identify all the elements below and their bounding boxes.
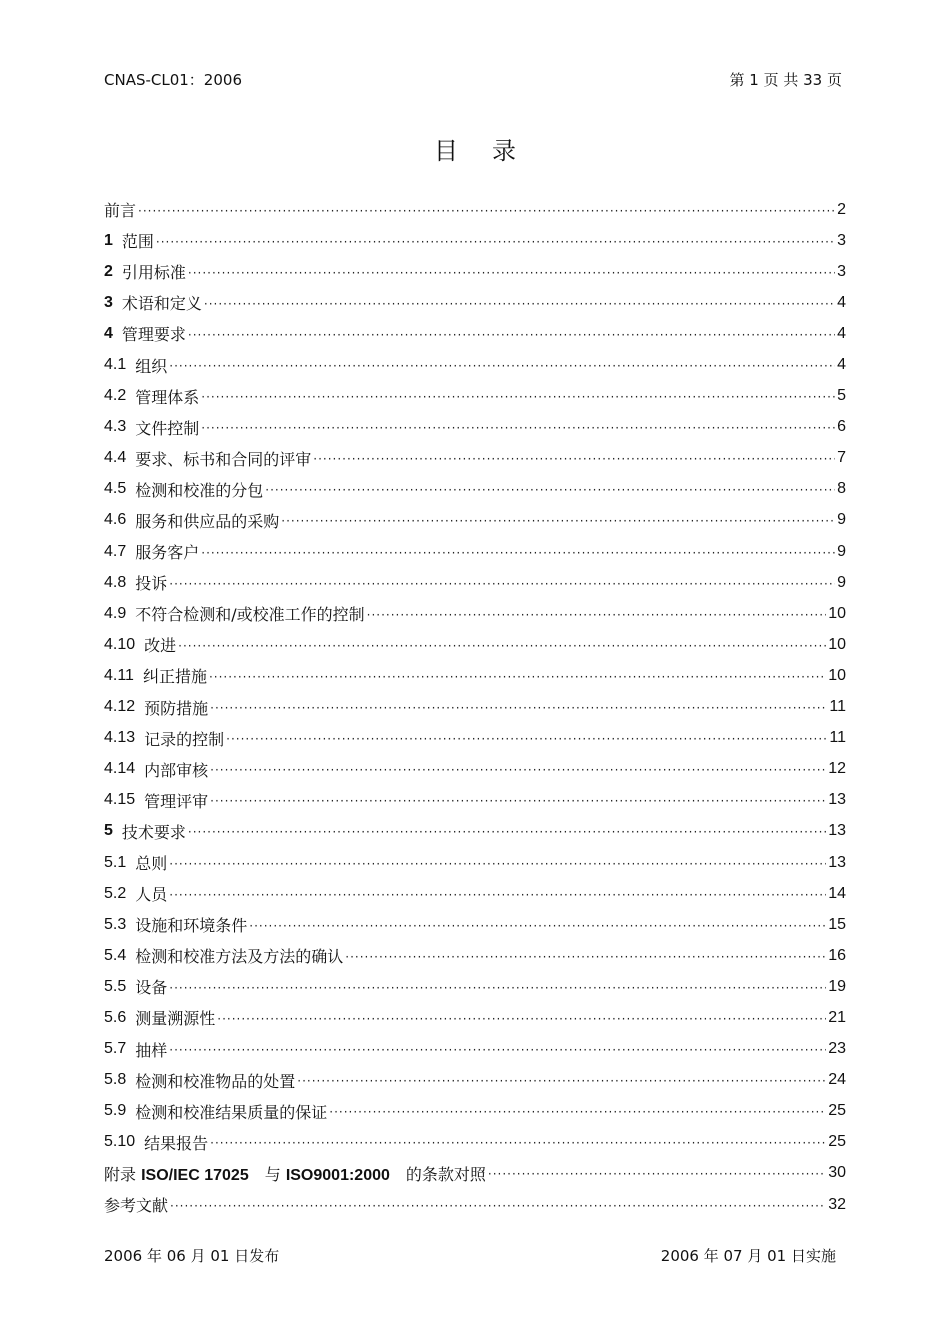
dot-leader: [169, 1043, 826, 1057]
appendix-standard-2: ISO9001:2000: [285, 1166, 390, 1184]
toc-section-number: 5.6: [104, 1008, 127, 1026]
dot-leader: [169, 577, 835, 591]
toc-page-number: 25: [828, 1102, 846, 1120]
toc-label: 纠正措施: [142, 667, 207, 687]
dot-leader: [178, 639, 826, 653]
toc-label: 服务客户: [135, 543, 200, 563]
toc-section-number: 5.1: [104, 853, 127, 871]
dot-leader: [297, 1074, 826, 1088]
toc-entry[interactable]: [104, 256, 846, 287]
toc-section-number: 4.1: [104, 356, 127, 374]
toc-section-number: 4.13: [104, 729, 136, 747]
dot-leader: [169, 981, 826, 995]
dot-leader: [204, 297, 835, 311]
dot-leader: [188, 328, 835, 342]
toc-entry[interactable]: [104, 909, 846, 940]
toc-label: 改进: [144, 636, 177, 656]
toc-entry[interactable]: [104, 847, 846, 878]
toc-section-number: 4.11: [104, 666, 134, 684]
toc-page-number: 4: [837, 356, 846, 374]
toc-entry[interactable]: [104, 1002, 846, 1033]
issue-date: 2006 年 06 月 01 日发布: [104, 1247, 280, 1265]
toc-label: 术语和定义: [121, 294, 202, 314]
toc-page-number: 9: [837, 573, 846, 591]
toc-label: 参考文献: [104, 1196, 169, 1216]
toc-entry[interactable]: [104, 816, 846, 847]
toc-section-number: 3: [104, 293, 113, 311]
toc-section-number: 5.2: [104, 884, 127, 902]
toc-label: 预防措施: [144, 698, 209, 718]
toc-label: 设施和环境条件: [135, 916, 248, 936]
appendix-prefix: 附录: [104, 1164, 142, 1184]
toc-label: 管理评审: [144, 791, 209, 811]
toc-section-number: 4.6: [104, 511, 127, 529]
toc-label: 管理要求: [121, 325, 186, 345]
toc-entry[interactable]: [104, 412, 846, 443]
dot-leader: [210, 701, 827, 715]
toc-entry[interactable]: [104, 567, 846, 598]
toc-page-number: 3: [837, 262, 846, 280]
toc-page-number: 30: [828, 1164, 846, 1182]
toc-section-number: 4.8: [104, 573, 127, 591]
toc-page-number: 19: [828, 977, 846, 995]
dot-leader: [156, 235, 835, 249]
toc-entry[interactable]: [104, 1034, 846, 1065]
dot-leader: [217, 1012, 826, 1026]
toc-label: 检测和校准物品的处置: [135, 1071, 296, 1091]
dot-leader: [226, 732, 827, 746]
toc-section-number: 4: [104, 324, 113, 342]
toc-section-number: 5.10: [104, 1133, 136, 1151]
toc-page-number: 23: [828, 1040, 846, 1058]
toc-entry[interactable]: [104, 629, 846, 660]
toc-section-number: 5.5: [104, 977, 127, 995]
toc-entry[interactable]: [104, 536, 846, 567]
toc-label: 不符合检测和/或校准工作的控制: [135, 605, 365, 625]
toc-page-number: 13: [828, 853, 846, 871]
appendix-connector: 与: [248, 1164, 286, 1184]
toc-label: 前言: [104, 201, 137, 221]
dot-leader: [201, 390, 835, 404]
toc-entry[interactable]: [104, 1065, 846, 1096]
toc-label: 管理体系: [135, 387, 200, 407]
toc-entry[interactable]: [104, 505, 846, 536]
toc-page-number: 10: [828, 635, 846, 653]
toc-page-number: 14: [828, 884, 846, 902]
toc-page-number: 32: [828, 1195, 846, 1213]
toc-section-number: 5.9: [104, 1102, 127, 1120]
toc-entry[interactable]: [104, 971, 846, 1002]
toc-label: 范围: [121, 232, 154, 252]
toc-page-number: 16: [828, 946, 846, 964]
toc-section-number: 4.2: [104, 387, 127, 405]
toc-label: 检测和校准方法及方法的确认: [135, 947, 344, 967]
toc-entry[interactable]: [104, 785, 846, 816]
toc-entry[interactable]: [104, 194, 846, 225]
toc-label: 检测和校准的分包: [135, 480, 264, 500]
dot-leader: [367, 608, 827, 622]
dot-leader: [345, 950, 826, 964]
toc-section-number: 5.7: [104, 1040, 127, 1058]
dot-leader: [210, 1136, 826, 1150]
toc-entry[interactable]: [104, 940, 846, 971]
toc-entry[interactable]: [104, 754, 846, 785]
toc-label: 投诉: [135, 574, 168, 594]
toc-entry[interactable]: [104, 287, 846, 318]
dot-leader: [265, 483, 835, 497]
toc-section-number: 4.4: [104, 449, 127, 467]
dot-leader: [249, 919, 826, 933]
dot-leader: [210, 794, 826, 808]
toc-entry[interactable]: [104, 474, 846, 505]
toc-label: 文件控制: [135, 418, 200, 438]
toc-entry-references[interactable]: [104, 1189, 846, 1220]
dot-leader: [313, 452, 835, 466]
toc-page-number: 9: [837, 542, 846, 560]
toc-entry-appendix[interactable]: [104, 1158, 846, 1189]
toc-section-number: 1: [104, 231, 113, 249]
page-title: 目录: [434, 137, 550, 165]
appendix-standard-1: ISO/IEC 17025: [141, 1166, 249, 1184]
effective-date: 2006 年 07 月 01 日实施: [660, 1247, 836, 1265]
toc-page-number: 4: [837, 324, 846, 342]
toc-entry[interactable]: [104, 443, 846, 474]
toc-section-number: 4.7: [104, 542, 127, 560]
toc-section-number: 4.15: [104, 791, 136, 809]
toc-page-number: 6: [837, 418, 846, 436]
toc-page-number: 5: [837, 387, 846, 405]
toc-section-number: 4.3: [104, 418, 127, 436]
toc-section-number: 4.9: [104, 604, 127, 622]
toc-label: 要求、标书和合同的评审: [135, 449, 312, 469]
toc-entry[interactable]: [104, 381, 846, 412]
appendix-label: [104, 1162, 486, 1185]
toc-page-number: 25: [828, 1133, 846, 1151]
toc-label: 组织: [135, 356, 168, 376]
toc-entry[interactable]: [104, 878, 846, 909]
toc-page-number: 4: [837, 293, 846, 311]
toc-page-number: 13: [828, 822, 846, 840]
toc-section-number: 5: [104, 822, 113, 840]
dot-leader: [209, 670, 826, 684]
toc-page-number: 10: [828, 604, 846, 622]
toc-page-number: 7: [837, 449, 846, 467]
dot-leader: [169, 857, 826, 871]
toc-label: 内部审核: [144, 760, 209, 780]
toc-label: 服务和供应品的采购: [135, 511, 280, 531]
toc-label: 抽样: [135, 1040, 168, 1060]
dot-leader: [329, 1105, 826, 1119]
toc-page-number: 2: [837, 200, 846, 218]
toc-page-number: 11: [829, 729, 846, 747]
table-of-contents: [104, 194, 846, 1220]
toc-label: 测量溯源性: [135, 1009, 216, 1029]
toc-entry[interactable]: [104, 692, 846, 723]
page-info: 第 1 页 共 33 页: [729, 71, 842, 89]
toc-page-number: 21: [828, 1008, 846, 1026]
dot-leader: [210, 763, 826, 777]
dot-leader: [281, 514, 835, 528]
toc-page-number: 9: [837, 511, 846, 529]
toc-section-number: 5.8: [104, 1071, 127, 1089]
toc-page-number: 8: [837, 480, 846, 498]
toc-label: 技术要求: [121, 822, 186, 842]
toc-section-number: 4.5: [104, 480, 127, 498]
dot-leader: [170, 1199, 826, 1213]
toc-entry[interactable]: [104, 349, 846, 380]
toc-label: 检测和校准结果质量的保证: [135, 1102, 328, 1122]
toc-page-number: 24: [828, 1071, 846, 1089]
toc-entry[interactable]: [104, 225, 846, 256]
dot-leader: [188, 266, 835, 280]
toc-label: 结果报告: [144, 1133, 209, 1153]
toc-section-number: 4.14: [104, 760, 136, 778]
toc-entry[interactable]: [104, 723, 846, 754]
dot-leader: [488, 1167, 826, 1181]
toc-page-number: 13: [828, 791, 846, 809]
toc-section-number: 4.12: [104, 698, 136, 716]
toc-entry[interactable]: [104, 598, 846, 629]
toc-page-number: 3: [837, 231, 846, 249]
toc-entry[interactable]: [104, 1127, 846, 1158]
toc-entry[interactable]: [104, 1096, 846, 1127]
toc-section-number: 5.3: [104, 915, 127, 933]
dot-leader: [169, 888, 826, 902]
dot-leader: [188, 825, 826, 839]
toc-page-number: 15: [828, 915, 846, 933]
dot-leader: [201, 421, 835, 435]
document-code: CNAS-CL01：2006: [104, 71, 242, 89]
toc-entry[interactable]: [104, 660, 846, 691]
toc-label: 总则: [135, 854, 168, 874]
toc-label: 引用标准: [121, 263, 186, 283]
toc-page-number: 11: [829, 698, 846, 716]
toc-label: 人员: [135, 885, 168, 905]
toc-section-number: 5.4: [104, 946, 127, 964]
dot-leader: [169, 359, 835, 373]
toc-section-number: 2: [104, 262, 113, 280]
appendix-suffix: 的条款对照: [389, 1164, 486, 1184]
toc-label: 设备: [135, 978, 168, 998]
toc-page-number: 10: [828, 666, 846, 684]
toc-label: 记录的控制: [144, 729, 225, 749]
dot-leader: [138, 204, 835, 218]
toc-entry[interactable]: [104, 318, 846, 349]
toc-page-number: 12: [828, 760, 846, 778]
dot-leader: [201, 546, 835, 560]
toc-section-number: 4.10: [104, 635, 136, 653]
